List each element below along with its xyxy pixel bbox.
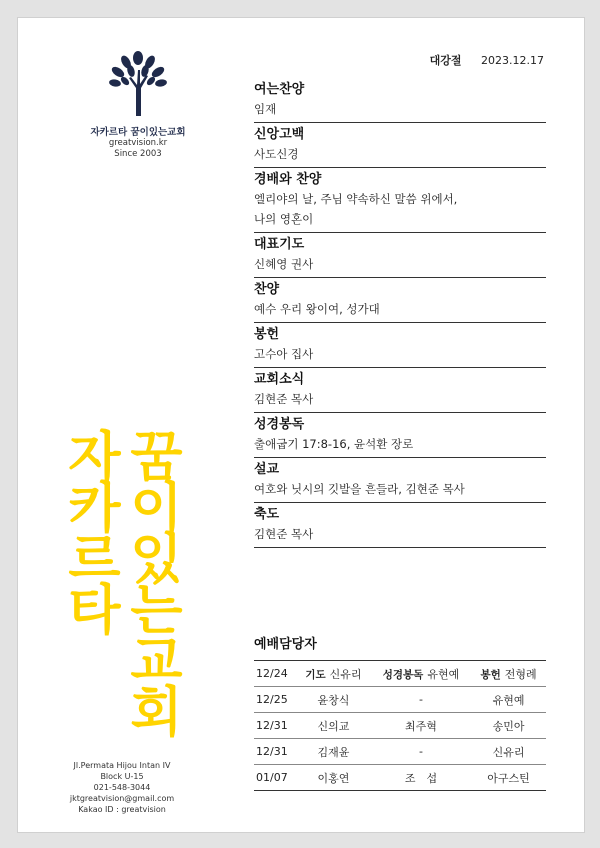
staff-offering: 전형례 [504, 667, 537, 681]
order-item-title: 경배와 찬양 [254, 172, 322, 187]
staff-reading: 최주혁 [371, 713, 471, 739]
staff-date: 12/25 [254, 687, 296, 713]
staff-title: 예배담당자 [254, 637, 317, 652]
church-logo [78, 48, 198, 160]
address-block: Block U-15 [100, 772, 144, 781]
order-item-title: 대표기도 [254, 237, 305, 252]
bulletin-page [17, 17, 585, 833]
order-item-detail: 김현준 목사 [254, 527, 314, 541]
staff-table [254, 660, 546, 791]
address-phone: 021-548-3044 [93, 783, 151, 792]
church-website: greatvision.kr [108, 138, 168, 148]
order-item-title: 봉헌 [254, 327, 280, 342]
order-item-title: 찬양 [254, 282, 280, 297]
table-row [254, 765, 546, 791]
staff-reading: 조 섭 [371, 765, 471, 791]
church-name: 자카르타 꿈이있는교회 [90, 127, 186, 138]
staff-offering: 유현예 [471, 687, 546, 713]
role-label-prayer: 기도 [305, 668, 326, 681]
table-row [254, 661, 546, 687]
order-item [254, 278, 546, 323]
order-item-title: 설교 [254, 462, 280, 477]
staff-reading: 유현예 [427, 667, 460, 681]
church-since: Since 2003 [114, 149, 162, 159]
staff-date: 01/07 [254, 765, 296, 791]
order-item-detail: 출애굽기 17:8-16, 윤석환 장로 [254, 437, 414, 451]
order-item-title: 축도 [254, 507, 280, 522]
staff-reading-cell [371, 661, 471, 687]
order-item [254, 413, 546, 458]
staff-reading: - [371, 739, 471, 765]
staff-prayer: 신의교 [296, 713, 371, 739]
order-item-detail: 여호와 닛시의 깃발을 흔들라, 김현준 목사 [254, 482, 465, 496]
service-name: 대강절 [429, 54, 462, 67]
staff-date: 12/31 [254, 739, 296, 765]
order-item [254, 78, 546, 123]
order-item-title: 여는찬양 [254, 82, 305, 97]
order-item-detail: 신혜영 권사 [254, 257, 314, 271]
role-label-reading: 성경봉독 [382, 668, 424, 681]
staff-prayer: 김재윤 [296, 739, 371, 765]
order-item-detail: 임재 [254, 102, 277, 116]
address-email: jktgreatvision@gmail.com [69, 794, 175, 803]
staff-offering: 신유리 [471, 739, 546, 765]
order-item-detail: 사도신경 [254, 147, 299, 161]
staff-prayer: 이홍연 [296, 765, 371, 791]
order-item-detail: 엘리야의 날, 주님 약속하신 말씀 위에서, [254, 192, 458, 206]
staff-date: 12/31 [254, 713, 296, 739]
staff-offering-cell [471, 661, 546, 687]
order-item-title: 신앙고백 [254, 127, 305, 142]
table-row [254, 739, 546, 765]
staff-offering: 아구스틴 [471, 765, 546, 791]
order-item [254, 323, 546, 368]
worship-staff-section [254, 633, 546, 791]
order-item [254, 368, 546, 413]
order-item-detail: 김현준 목사 [254, 392, 314, 406]
role-label-offering: 봉헌 [480, 668, 501, 681]
staff-prayer: 윤창식 [296, 687, 371, 713]
church-address [52, 760, 192, 815]
service-date: 2023.12.17 [481, 54, 544, 67]
order-item [254, 458, 546, 503]
order-item-detail: 나의 영혼이 [254, 212, 314, 226]
bulletin-header [430, 52, 544, 68]
order-item-detail: 고수아 집사 [254, 347, 314, 361]
table-row [254, 713, 546, 739]
vertical-title-line2: 꿈이있는교회 [121, 428, 184, 734]
order-item [254, 233, 546, 278]
staff-reading: - [371, 687, 471, 713]
staff-prayer: 신유리 [329, 667, 362, 681]
order-item-title: 교회소식 [254, 372, 305, 387]
order-item-detail: 예수 우리 왕이여, 성가대 [254, 302, 380, 316]
table-row [254, 687, 546, 713]
vertical-church-title [48, 428, 208, 738]
vertical-title-line1: 자카르타 [59, 428, 122, 632]
address-street: Jl.Permata Hijou Intan IV [73, 761, 171, 770]
order-item [254, 123, 546, 168]
staff-date: 12/24 [254, 661, 296, 687]
tree-icon [103, 48, 173, 118]
order-of-worship [254, 78, 546, 548]
order-item-title: 성경봉독 [254, 417, 305, 432]
order-item [254, 168, 546, 233]
staff-offering: 송민아 [471, 713, 546, 739]
staff-prayer-cell [296, 661, 371, 687]
address-kakao: Kakao ID : greatvision [78, 805, 166, 814]
order-item [254, 503, 546, 548]
